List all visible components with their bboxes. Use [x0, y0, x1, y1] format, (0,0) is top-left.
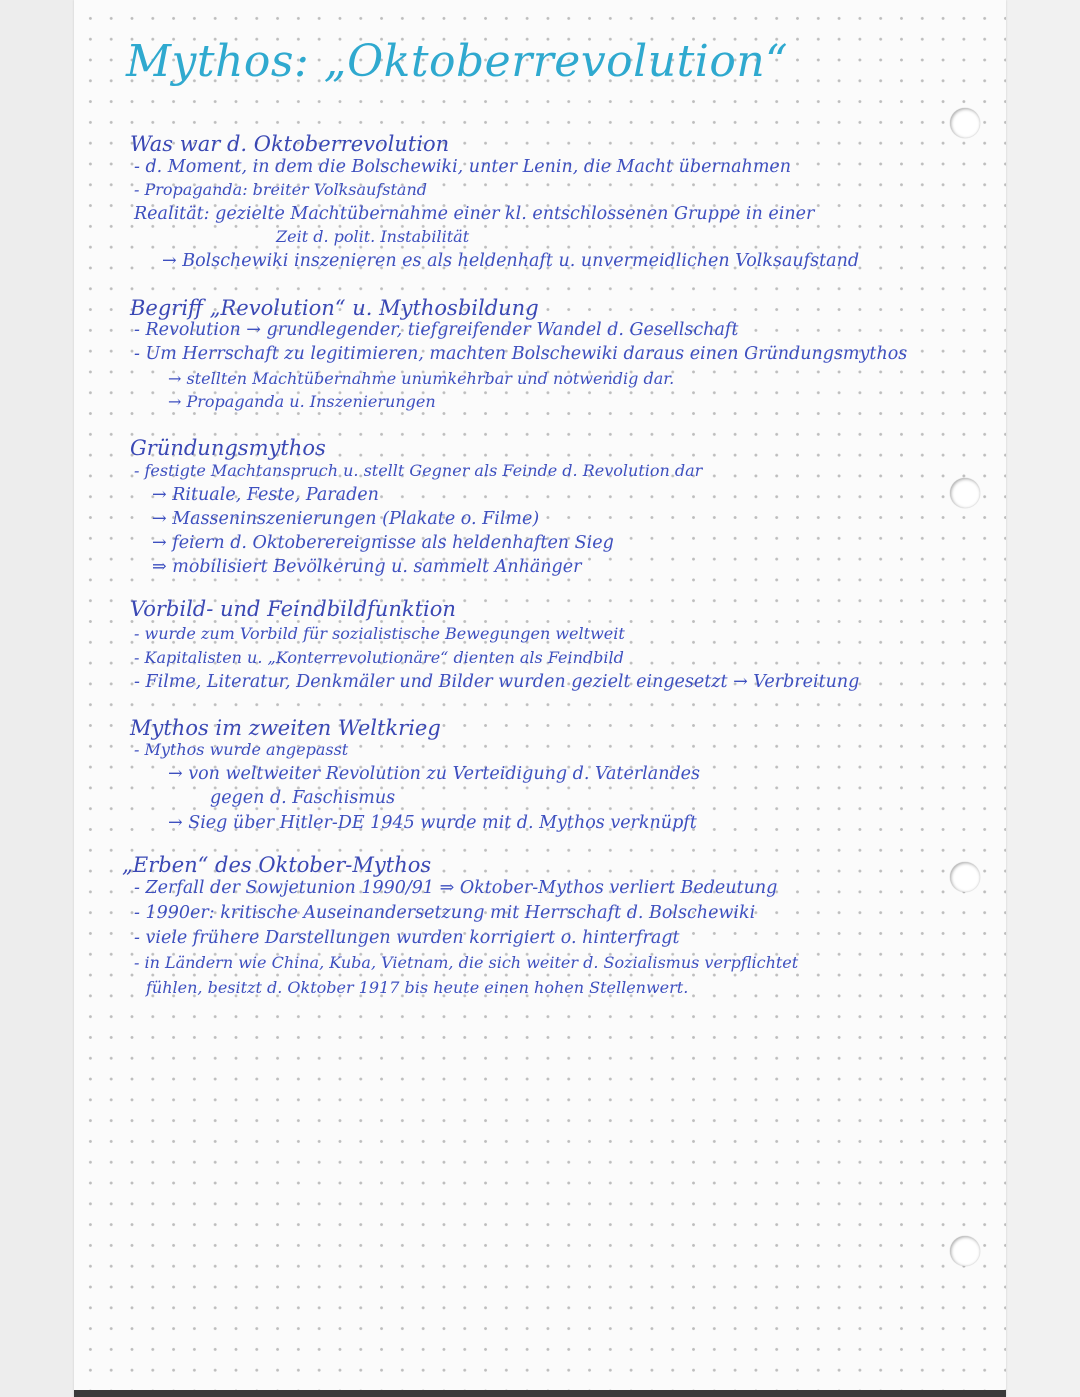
note-line: → von weltweiter Revolution zu Verteidigung d. Vaterlandes	[168, 764, 701, 784]
note-line: - Filme, Literatur, Denkmäler und Bilder wurden gezielt eingesetzt → Verbreitung	[134, 672, 860, 692]
section-heading: Was war d. Oktoberrevolution	[130, 132, 450, 156]
page-title: Mythos: „Oktoberrevolution“	[126, 36, 789, 87]
note-line: → Sieg über Hitler-DE 1945 wurde mit d. Mythos verknüpft	[168, 813, 697, 833]
section-heading: Begriff „Revolution“ u. Mythosbildung	[130, 296, 539, 320]
note-line: - festigte Machtanspruch u. stellt Gegner als Feinde d. Revolution dar	[134, 461, 703, 480]
note-line: Zeit d. polit. Instabilität	[276, 227, 470, 246]
note-line: - viele frühere Darstellungen wurden korrigiert o. hinterfragt	[134, 928, 680, 948]
note-line: - Mythos wurde angepasst	[134, 740, 349, 759]
punch-hole	[950, 862, 980, 892]
note-line: ⇒ mobilisiert Bevölkerung u. sammelt Anhänger	[152, 557, 582, 577]
notebook-page	[74, 0, 1006, 1397]
note-line: - Propaganda: breiter Volksaufstand	[134, 180, 428, 199]
note-line: fühlen, besitzt d. Oktober 1917 bis heute einen hohen Stellenwert.	[146, 978, 689, 997]
note-line: - Zerfall der Sowjetunion 1990/91 ⇒ Oktober-Mythos verliert Bedeutung	[134, 878, 778, 898]
note-line: - Revolution → grundlegender, tiefgreifender Wandel d. Gesellschaft	[134, 320, 739, 340]
note-line: - d. Moment, in dem die Bolschewiki, unter Lenin, die Macht übernahmen	[134, 157, 792, 177]
note-line: - wurde zum Vorbild für sozialistische Bewegungen weltweit	[134, 624, 625, 643]
note-line: - in Ländern wie China, Kuba, Vietnam, die sich weiter d. Sozialismus verpflichtet	[134, 953, 799, 972]
note-line: → feiern d. Oktoberereignisse als heldenhaften Sieg	[152, 533, 614, 553]
note-line: - Um Herrschaft zu legitimieren, machten Bolschewiki daraus einen Gründungsmythos	[134, 344, 908, 364]
section-heading: Gründungsmythos	[130, 436, 326, 460]
note-line: - 1990er: kritische Auseinandersetzung mit Herrschaft d. Bolschewiki	[134, 903, 756, 923]
section-heading: Mythos im zweiten Weltkrieg	[130, 716, 441, 740]
note-line: → Bolschewiki inszenieren es als heldenhaft u. unvermeidlichen Volksaufstand	[162, 251, 860, 271]
punch-hole	[950, 478, 980, 508]
section-heading: „Erben“ des Oktober-Mythos	[122, 853, 432, 877]
note-line: - Kapitalisten u. „Konterrevolutionäre“ dienten als Feindbild	[134, 648, 624, 667]
punch-hole	[950, 1236, 980, 1266]
note-line: → Masseninszenierungen (Plakate o. Filme)	[152, 509, 540, 529]
note-line: Realität: gezielte Machtübernahme einer kl. entschlossenen Gruppe in einer	[134, 204, 815, 224]
note-line: → stellten Machtübernahme unumkehrbar und notwendig dar.	[168, 369, 675, 388]
section-heading: Vorbild- und Feindbildfunktion	[130, 597, 456, 621]
note-line: → Rituale, Feste, Paraden	[152, 485, 379, 505]
note-line: gegen d. Faschismus	[210, 788, 396, 808]
background-edge	[0, 0, 74, 1397]
punch-hole	[950, 108, 980, 138]
note-line: → Propaganda u. Inszenierungen	[168, 392, 436, 411]
